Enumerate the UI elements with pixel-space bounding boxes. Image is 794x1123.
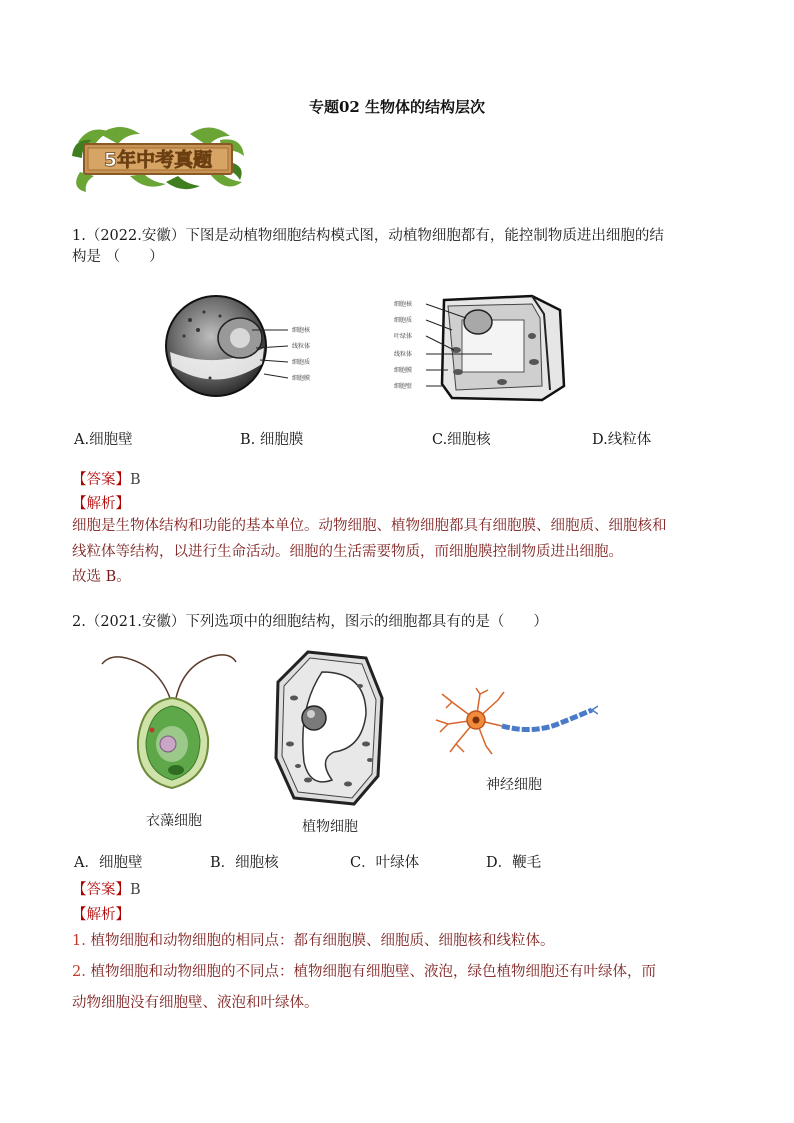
exam-badge (70, 122, 246, 194)
q2-analysis-tag: 【解析】 (72, 907, 130, 923)
animal-label-mitochondria: 线粒体 (292, 343, 311, 350)
animal-label-membrane: 细胞膜 (292, 375, 311, 382)
animal-cell-diagram (160, 290, 370, 402)
q2-point-1-num: 1. (72, 933, 86, 949)
label-chlamydomonas: 衣藻细胞 (146, 813, 202, 829)
plant-cell-q2-diagram (270, 648, 388, 808)
label-neuron: 神经细胞 (486, 777, 542, 793)
q2-answer-value: B (130, 882, 141, 898)
q2-option-a[interactable]: A．细胞壁 (74, 855, 143, 871)
page-title: 专题02 生物体的结构层次 (308, 98, 486, 116)
q1-option-a[interactable]: A.细胞壁 (74, 432, 133, 448)
q2-option-c[interactable]: C．叶绿体 (350, 855, 420, 871)
q2-option-d[interactable]: D．鞭毛 (486, 855, 542, 871)
q1-answer-value: B (130, 472, 141, 488)
q2-stem: 2.（2021.安徽）下列选项中的细胞结构，图示的细胞都具有的是（ ） (72, 614, 548, 630)
q2-point-1 (72, 926, 742, 956)
chlamydomonas-diagram (98, 646, 238, 794)
q2-answer-tag: 【答案】 (72, 882, 130, 898)
label-plant-cell: 植物细胞 (302, 819, 358, 835)
plant-label-wall: 细胞壁 (394, 383, 413, 390)
plant-label-cytoplasm: 细胞质 (394, 317, 413, 324)
plant-label-nucleus: 细胞核 (394, 301, 413, 308)
q1-explanation-line3: 故选 B。 (72, 569, 131, 585)
q1-answer (72, 468, 141, 489)
neuron-diagram (432, 686, 598, 756)
plant-label-mitochondria: 线粒体 (394, 351, 413, 358)
q2-point-2-num: 2. (72, 964, 86, 980)
q1-option-c[interactable]: C.细胞核 (432, 432, 491, 448)
q1-analysis-tag: 【解析】 (72, 496, 130, 512)
q2-point-2 (72, 957, 742, 987)
q1-answer-tag: 【答案】 (72, 472, 130, 488)
animal-label-nucleus: 细胞核 (292, 327, 311, 334)
q1-explanation-line2: 线粒体等结构，以进行生命活动。细胞的生活需要物质，而细胞膜控制物质进出细胞。 (72, 544, 623, 560)
q2-option-b[interactable]: B．细胞核 (210, 855, 279, 871)
q1-explanation-line1: 细胞是生物体结构和功能的基本单位。动物细胞、植物细胞都具有细胞膜、细胞质、细胞核和 (72, 518, 667, 534)
q2-point-2-text-a: 植物细胞和动物细胞的不同点：植物细胞有细胞壁、液泡，绿色植物细胞还有叶绿体，而 (90, 964, 656, 980)
q2-point-1-text: 植物细胞和动物细胞的相同点：都有细胞膜、细胞质、细胞核和线粒体。 (90, 933, 555, 949)
badge-text: 5年中考真题 (103, 149, 213, 171)
animal-label-cytoplasm: 细胞质 (292, 359, 311, 366)
q1-option-d[interactable]: D.线粒体 (592, 432, 652, 448)
q2-answer (72, 878, 141, 899)
plant-label-chloroplast: 叶绿体 (394, 333, 413, 340)
q1-stem-line2: 构是 （ ） (72, 249, 164, 265)
q2-point-2-text-b: 动物细胞没有细胞壁、液泡和叶绿体。 (72, 995, 319, 1011)
q1-stem-line1: 1.（2022.安徽）下图是动植物细胞结构模式图，动植物细胞都有，能控制物质进出细胞的结 (72, 228, 664, 244)
q1-option-b[interactable]: B. 细胞膜 (240, 432, 304, 448)
plant-label-membrane: 细胞膜 (394, 367, 413, 374)
plant-cell-diagram (392, 290, 592, 406)
